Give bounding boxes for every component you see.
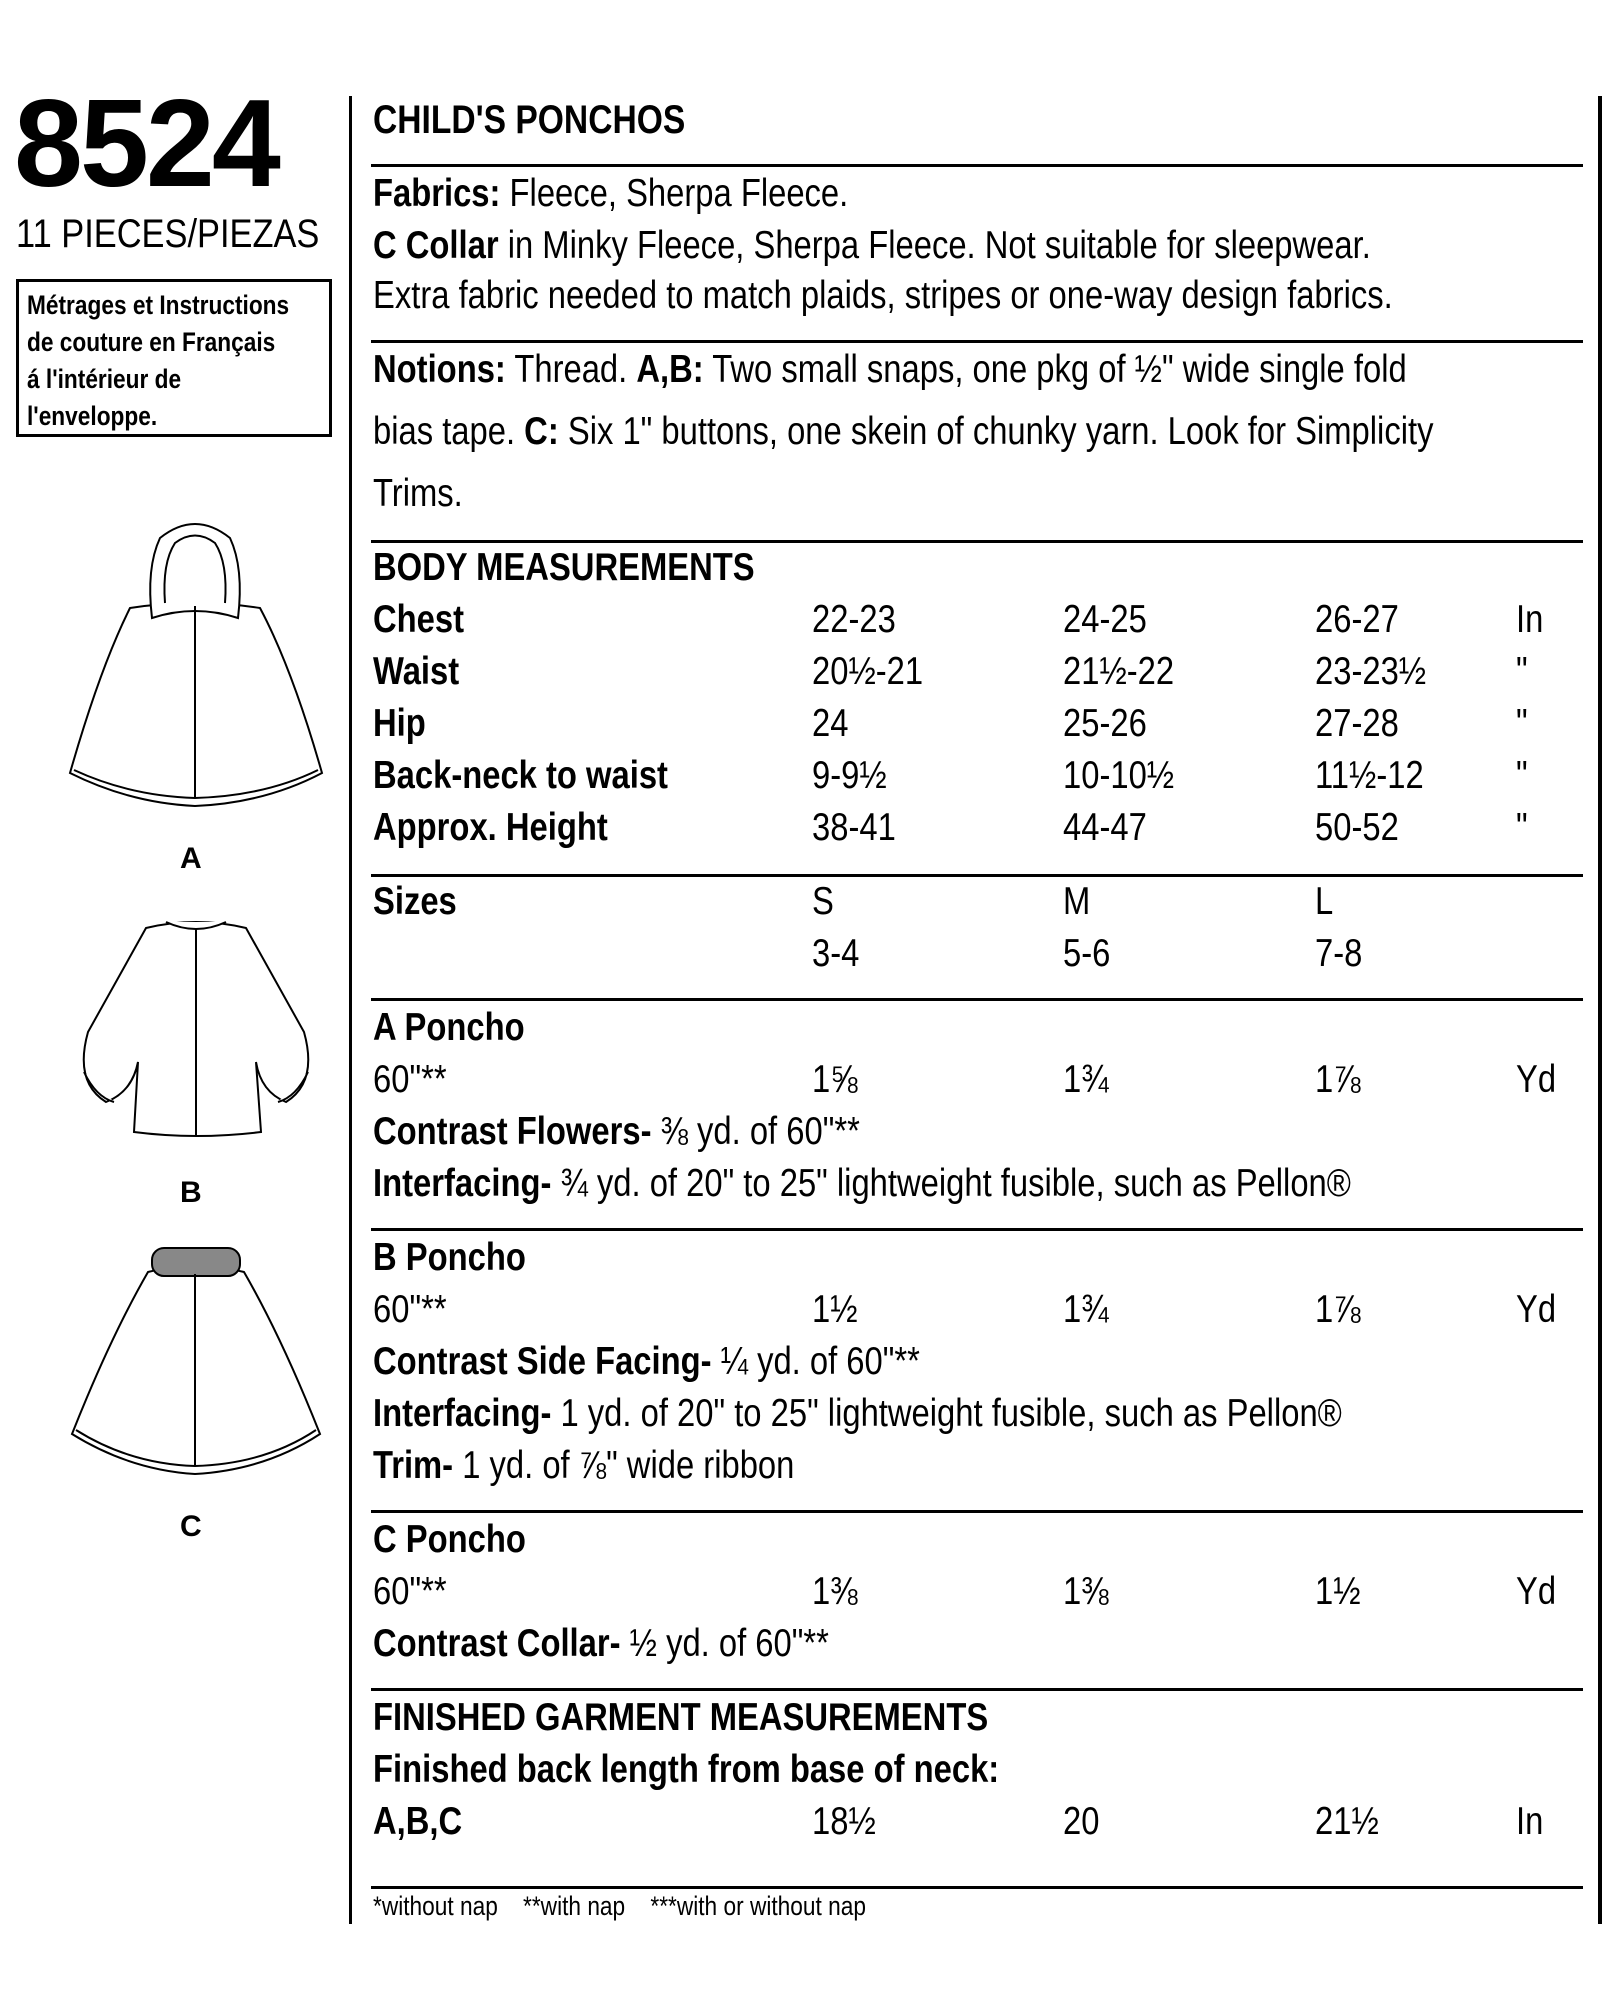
notions-label: Notions:: [373, 348, 506, 391]
measurement-value: 24: [812, 702, 849, 745]
divider: [371, 540, 1583, 543]
measurement-label: Chest: [373, 598, 465, 641]
notions-views-ab: A,B:: [636, 348, 704, 391]
measurement-unit: ": [1516, 754, 1528, 797]
view-a-label: A: [180, 842, 202, 875]
size-range: 7-8: [1315, 932, 1363, 975]
view-b-label: B: [180, 1176, 202, 1209]
measurement-value: 44-47: [1063, 806, 1147, 849]
yardage-value: 1⅝: [812, 1058, 858, 1101]
poncho-b-title: B Poncho: [373, 1236, 526, 1279]
measurement-value: 22-23: [812, 598, 896, 641]
note-label: Contrast Side Facing-: [373, 1340, 712, 1383]
yardage-unit: Yd: [1516, 1570, 1557, 1613]
french-note-line: l'enveloppe.: [27, 401, 158, 431]
pattern-number: 8524: [14, 75, 278, 213]
measurement-value: 24-25: [1063, 598, 1147, 641]
notions-text: bias tape.: [373, 410, 525, 453]
finished-title: FINISHED GARMENT MEASUREMENTS: [373, 1696, 989, 1739]
yardage-value: 1½: [812, 1288, 858, 1331]
note-text: ¼ yd. of 60"**: [711, 1340, 920, 1383]
view-a-illustration: [60, 508, 330, 808]
finished-subtitle: Finished back length from base of neck:: [373, 1748, 1000, 1791]
finished-value: 18½: [812, 1800, 876, 1843]
extra-fabric-text: Extra fabric needed to match plaids, stripes or one-way design fabrics.: [373, 274, 1393, 317]
measurement-value: 38-41: [812, 806, 896, 849]
divider: [371, 1228, 1583, 1231]
note-text: ½ yd. of 60"**: [620, 1622, 829, 1665]
measurement-value: 11½-12: [1315, 754, 1424, 797]
yardage-value: 1¾: [1063, 1058, 1109, 1101]
measurement-value: 21½-22: [1063, 650, 1175, 693]
measurement-value: 50-52: [1315, 806, 1399, 849]
page-edge-border: [1598, 96, 1602, 1924]
note-label: Contrast Flowers-: [373, 1110, 652, 1153]
yardage-value: 1⅞: [1315, 1288, 1361, 1331]
note-label: Interfacing-: [373, 1392, 552, 1435]
poncho-a-title: A Poncho: [373, 1006, 525, 1049]
finished-unit: In: [1516, 1800, 1544, 1843]
finished-value: 20: [1063, 1800, 1100, 1843]
yardage-value: 1⅜: [1063, 1570, 1109, 1613]
finished-value: 21½: [1315, 1800, 1379, 1843]
divider: [371, 164, 1583, 167]
measurement-value: 26-27: [1315, 598, 1399, 641]
french-note-line: á l'intérieur de: [27, 364, 182, 394]
measurement-unit: In: [1516, 598, 1544, 641]
view-c-illustration: [60, 1238, 330, 1478]
french-note-line: de couture en Français: [27, 327, 276, 357]
yardage-value: 1⅜: [812, 1570, 858, 1613]
column-divider: [349, 96, 352, 1924]
divider: [371, 874, 1583, 877]
measurement-label: Waist: [373, 650, 460, 693]
notions-text: Trims.: [373, 472, 463, 515]
measurement-label: Hip: [373, 702, 426, 745]
measurement-unit: ": [1516, 702, 1528, 745]
fabrics-label: Fabrics:: [373, 172, 501, 215]
body-measurements-title: BODY MEASUREMENTS: [373, 546, 755, 589]
measurement-unit: ": [1516, 806, 1528, 849]
measurement-value: 23-23½: [1315, 650, 1427, 693]
sizes-label: Sizes: [373, 880, 457, 923]
french-instructions-note: [16, 279, 332, 437]
page-title: CHILD'S PONCHOS: [373, 98, 686, 142]
view-c-label: C: [180, 1510, 202, 1543]
size-range: 3-4: [812, 932, 860, 975]
measurement-value: 25-26: [1063, 702, 1147, 745]
measurement-unit: ": [1516, 650, 1528, 693]
collar-text: in Minky Fleece, Sherpa Fleece. Not suitable for sleepwear.: [498, 224, 1371, 267]
yardage-unit: Yd: [1516, 1288, 1557, 1331]
note-label: Interfacing-: [373, 1162, 552, 1205]
divider: [371, 1510, 1583, 1513]
measurement-value: 9-9½: [812, 754, 887, 797]
note-text: ¾ yd. of 20" to 25" lightweight fusible, such as Pellon®: [551, 1162, 1351, 1205]
size-letter: M: [1063, 880, 1091, 923]
view-b-illustration: [56, 912, 336, 1142]
note-text: 1 yd. of ⅞" wide ribbon: [453, 1444, 795, 1487]
note-text: ⅜ yd. of 60"**: [651, 1110, 860, 1153]
fabric-width-label: 60"**: [373, 1570, 447, 1613]
note-label: Trim-: [373, 1444, 454, 1487]
measurement-label: Approx. Height: [373, 806, 608, 849]
notions-view-c: C:: [524, 410, 559, 453]
divider: [371, 340, 1583, 343]
size-letter: S: [812, 880, 834, 923]
piece-count: 11 PIECES/PIEZAS: [16, 212, 320, 256]
notions-text: Thread.: [505, 348, 637, 391]
note-text: 1 yd. of 20" to 25" lightweight fusible, such as Pellon®: [551, 1392, 1342, 1435]
size-letter: L: [1315, 880, 1334, 923]
yardage-value: 1⅞: [1315, 1058, 1361, 1101]
measurement-label: Back-neck to waist: [373, 754, 668, 797]
fabric-width-label: 60"**: [373, 1288, 447, 1331]
french-note-line: Métrages et Instructions: [27, 290, 290, 320]
measurement-value: 27-28: [1315, 702, 1399, 745]
notions-text: Two small snaps, one pkg of ½" wide single fold: [703, 348, 1407, 391]
measurement-value: 20½-21: [812, 650, 924, 693]
nap-footnote: *without nap **with nap ***with or without nap: [373, 1891, 866, 1921]
divider: [371, 998, 1583, 1001]
collar-label: C Collar: [373, 224, 499, 267]
poncho-c-title: C Poncho: [373, 1518, 526, 1561]
size-range: 5-6: [1063, 932, 1111, 975]
yardage-value: 1½: [1315, 1570, 1361, 1613]
measurement-value: 10-10½: [1063, 754, 1175, 797]
yardage-value: 1¾: [1063, 1288, 1109, 1331]
note-label: Contrast Collar-: [373, 1622, 621, 1665]
divider: [371, 1688, 1583, 1691]
yardage-unit: Yd: [1516, 1058, 1557, 1101]
fabrics-text: Fleece, Sherpa Fleece.: [500, 172, 849, 215]
finished-views-label: A,B,C: [373, 1800, 463, 1843]
fabric-width-label: 60"**: [373, 1058, 447, 1101]
notions-text: Six 1" buttons, one skein of chunky yarn. Look for Simplicity: [558, 410, 1434, 453]
